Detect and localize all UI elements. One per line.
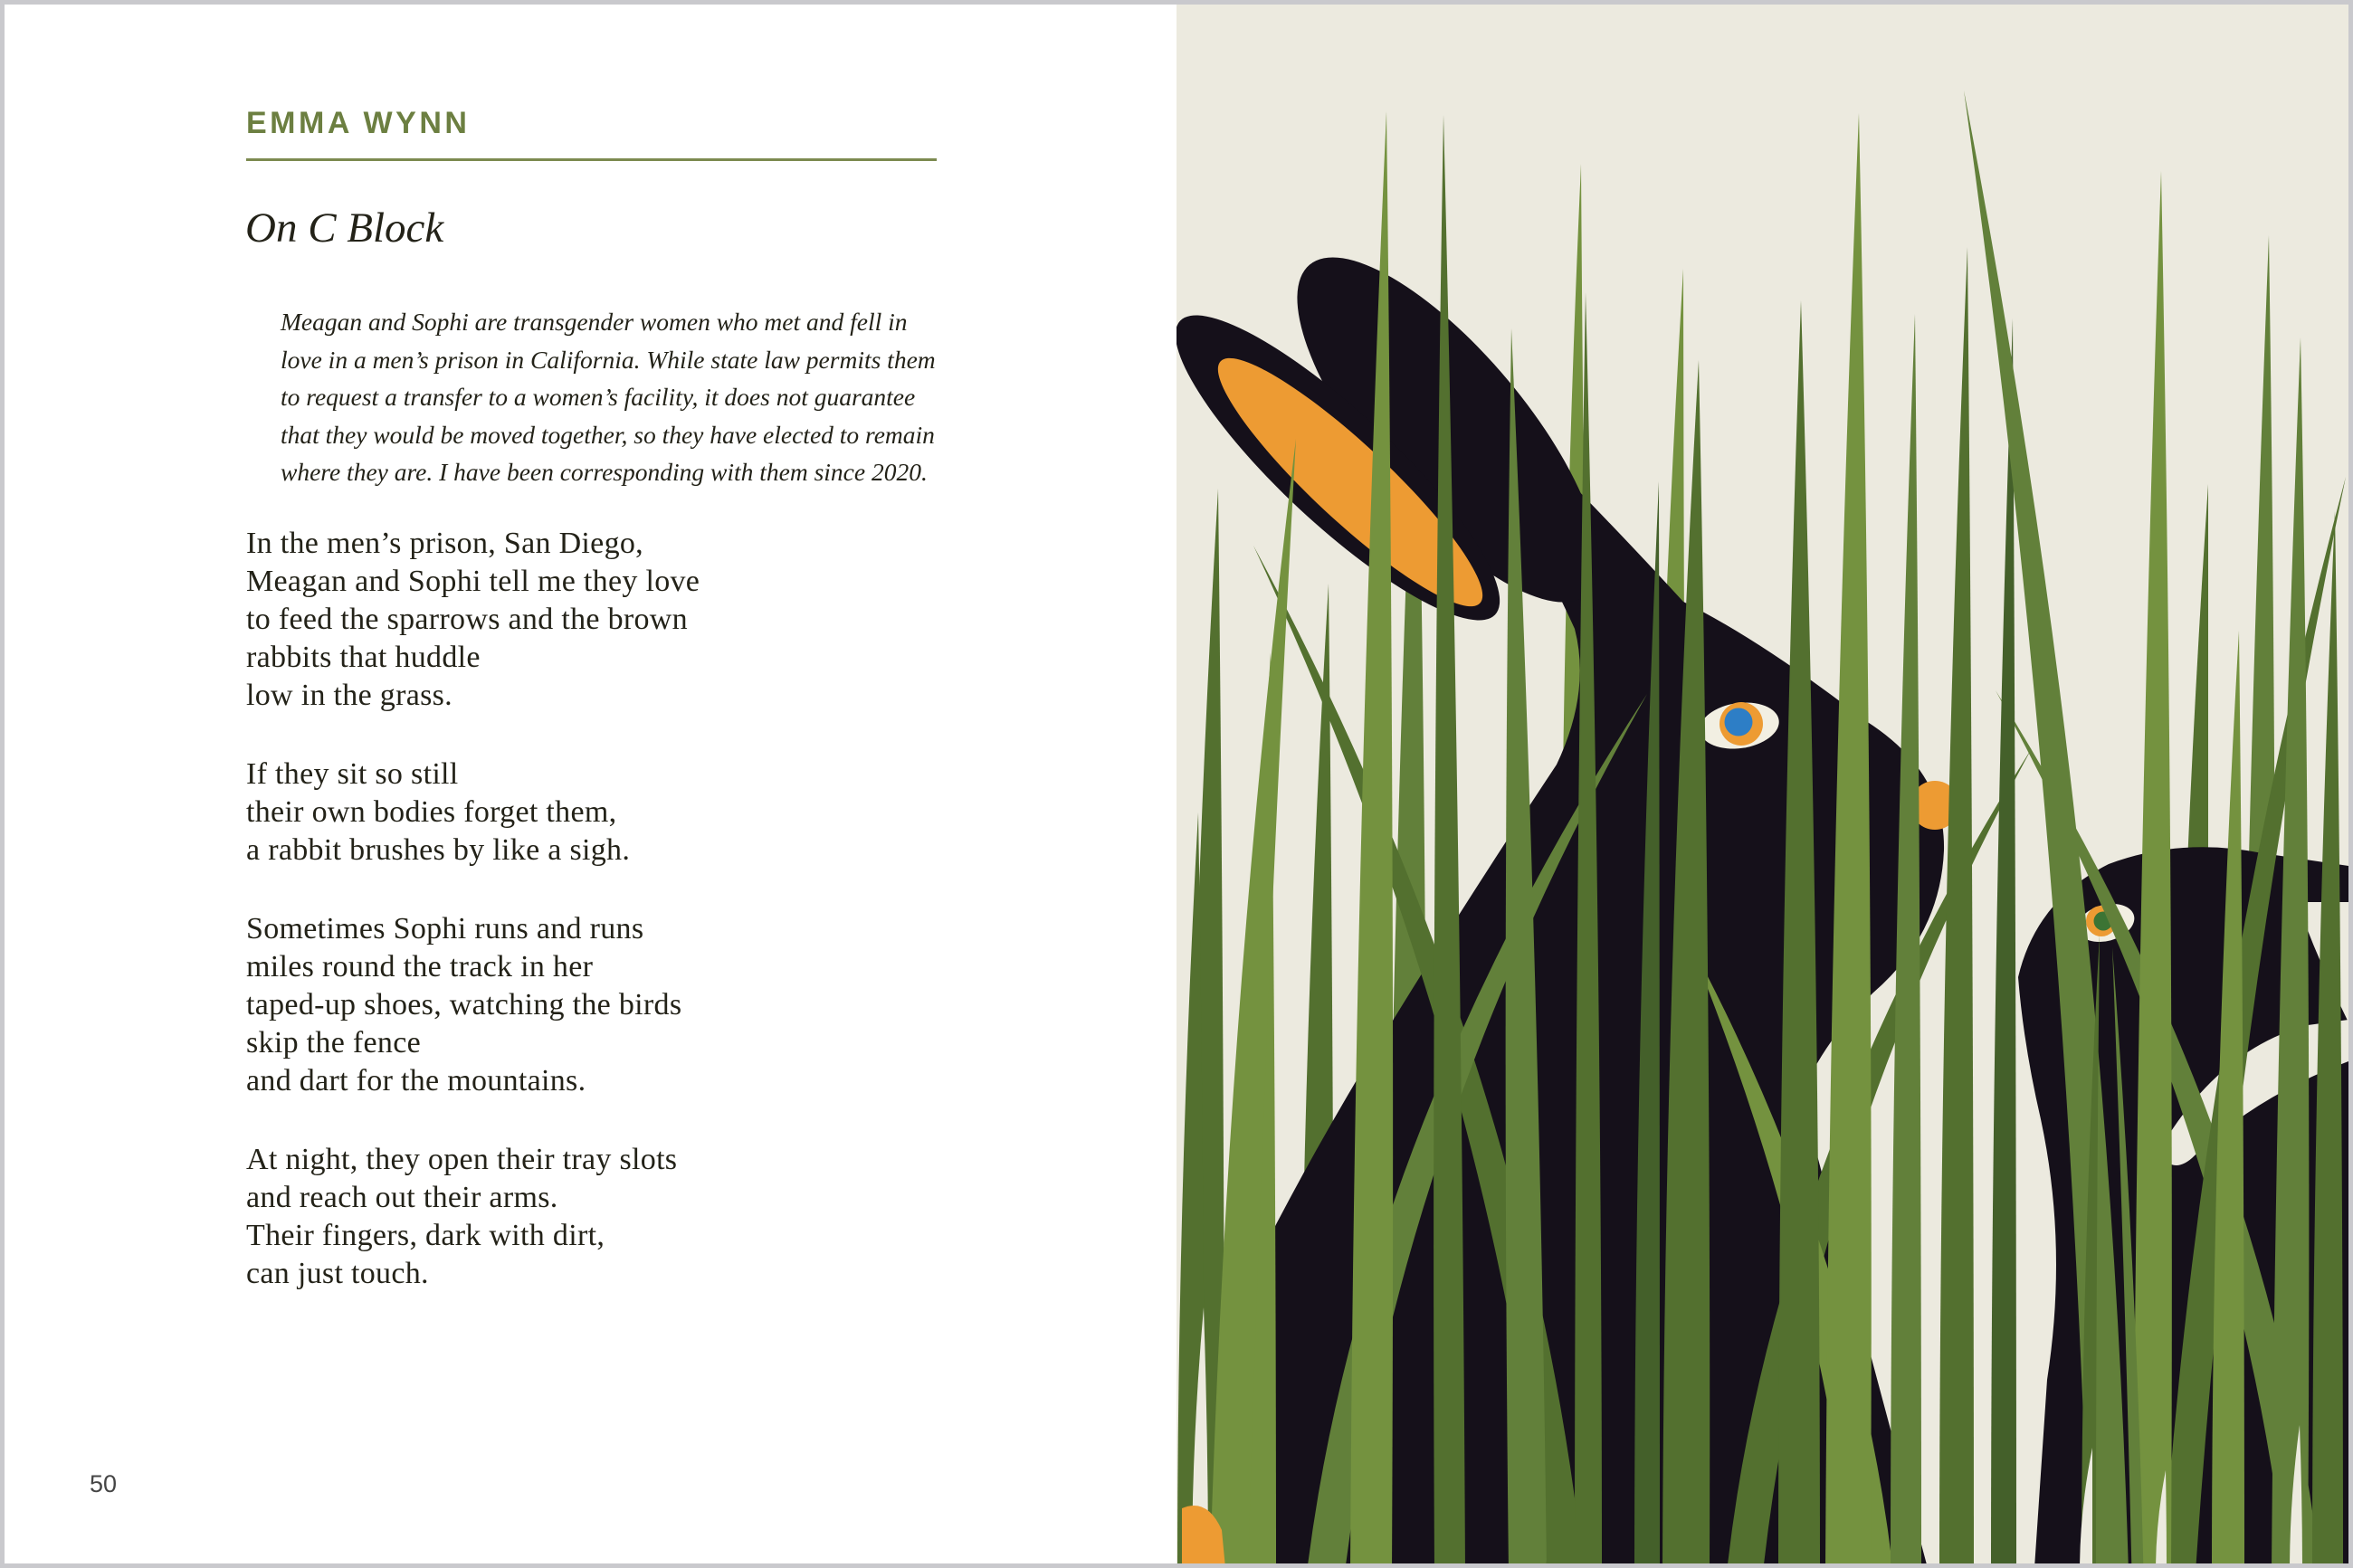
byline-rule: [246, 158, 937, 161]
poem-line: In the men’s prison, San Diego,: [246, 527, 643, 560]
poem-line: to feed the sparrows and the brown: [246, 603, 688, 636]
poem-line: their own bodies forget them,: [246, 795, 617, 829]
poem-line: Meagan and Sophi tell me they love: [246, 565, 700, 598]
poem-page: [5, 5, 1176, 1563]
poem-stanza: [246, 755, 700, 870]
poem-line: and dart for the mountains.: [246, 1064, 586, 1098]
poem-line: At night, they open their tray slots: [246, 1143, 678, 1176]
poem-stanza: [246, 525, 700, 715]
poem-stanza: [246, 1141, 700, 1293]
poem-line: and reach out their arms.: [246, 1181, 558, 1214]
illustration-page: [1176, 5, 2348, 1563]
epigraph-line: where they are. I have been corresponding with them since 2020.: [281, 458, 928, 486]
poem-line: Sometimes Sophi runs and runs: [246, 912, 644, 946]
rabbit-one-pupil: [1725, 708, 1753, 736]
poem-line: Their fingers, dark with dirt,: [246, 1219, 605, 1252]
poem-line: rabbits that huddle: [246, 641, 481, 674]
poem-stanza: [246, 910, 700, 1100]
epigraph-line: love in a men’s prison in California. While state law permits them: [281, 345, 936, 374]
poem-epigraph: [281, 303, 936, 491]
epigraph-line: to request a transfer to a women’s facility, it does not guarantee: [281, 383, 916, 411]
poem-line: a rabbit brushes by like a sigh.: [246, 833, 631, 867]
poem-title: On C Block: [245, 204, 444, 252]
open-book-spread: [5, 5, 2348, 1563]
poem-line: If they sit so still: [246, 757, 459, 791]
epigraph-line: that they would be moved together, so they have elected to remain: [281, 420, 935, 449]
poem-body: [246, 525, 700, 1334]
poem-line: miles round the track in her: [246, 950, 594, 984]
poem-line: can just touch.: [246, 1257, 429, 1290]
author-byline: EMMA WYNN: [246, 106, 471, 140]
poem-line: low in the grass.: [246, 679, 452, 712]
poem-line: skip the fence: [246, 1026, 422, 1060]
page-number: 50: [90, 1470, 118, 1497]
poem-line: taped-up shoes, watching the birds: [246, 988, 682, 1022]
rabbits-in-grass-illustration: [1176, 5, 2348, 1563]
epigraph-line: Meagan and Sophi are transgender women who met and fell in: [281, 308, 908, 336]
